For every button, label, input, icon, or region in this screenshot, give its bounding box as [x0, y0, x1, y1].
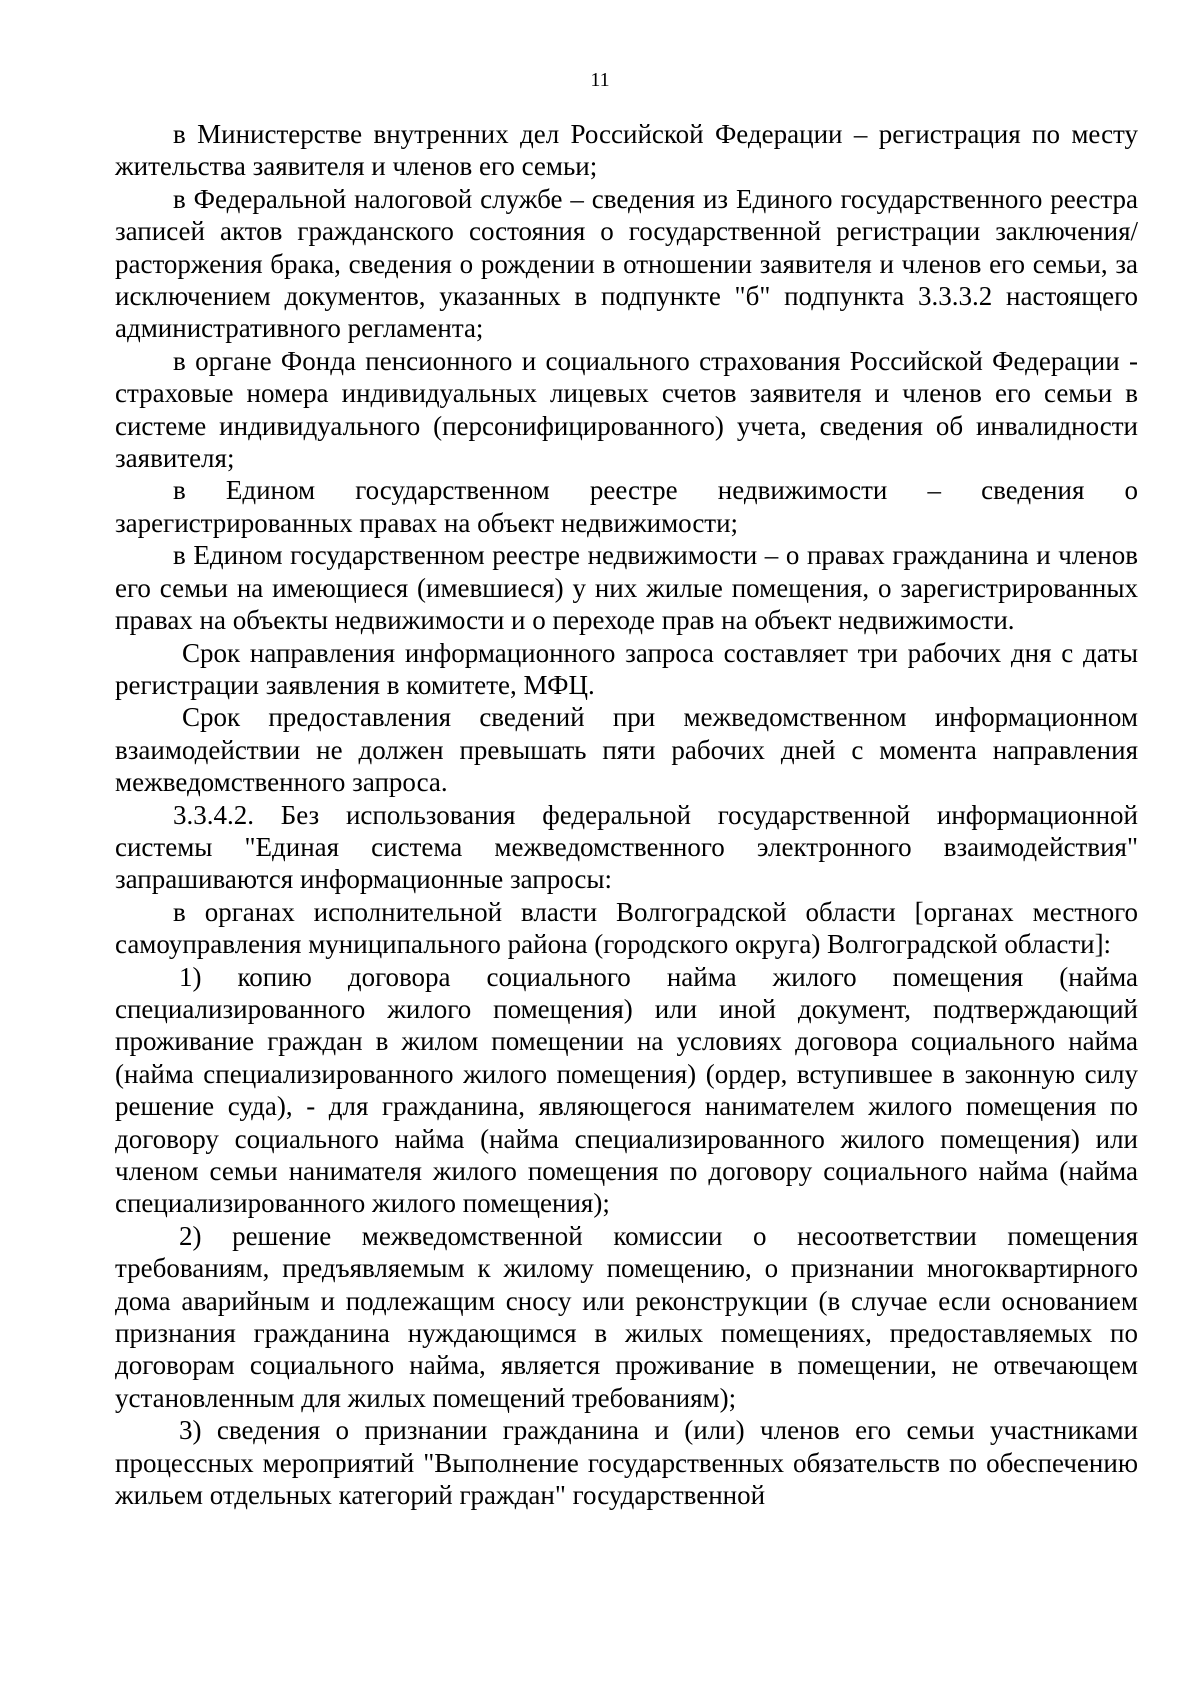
- paragraph-response-deadline: Срок предоставления сведений при межведомственном информационном взаимодействии не должен превышать пяти рабочих дней с момента направления межведомственного запроса.: [115, 702, 1138, 798]
- paragraph-sfr: в органе Фонда пенсионного и социального страхования Российской Федерации - страховые номера индивидуальных лицевых счетов заявителя и членов его семьи в системе индивидуального (персонифицированного) учета, сведения об инвалидности заявителя;: [115, 345, 1138, 474]
- paragraph-mvd: в Министерстве внутренних дел Российской Федерации – регистрация по месту жительства заявителя и членов его семьи;: [115, 119, 1138, 182]
- list-item-1: 1) копию договора социального найма жилого помещения (найма специализированного жилого помещения) или иной документ, подтверждающий проживание граждан в жилом помещении на условиях договора социального найма (найма специализированного жилого помещения) (ордер, вступившее в законную силу решение суда), - для гражданина, являющегося нанимателем жилого помещения по договору социального найма (найма специализированного жилого помещения) или членом семьи нанимателя жилого помещения по договору социального найма (найма специализированного жилого помещения);: [115, 961, 1138, 1219]
- paragraph-request-deadline: Срок направления информационного запроса составляет три рабочих дня с даты регистрации заявления в комитете, МФЦ.: [115, 637, 1138, 700]
- list-item-3: 3) сведения о признании гражданина и (или) членов его семьи участниками процессных мероприятий "Выполнение государственных обязательств по обеспечению жильем отдельных категорий граждан" государственной: [115, 1415, 1138, 1511]
- paragraph-egrn-housing: в Едином государственном реестре недвижимости – о правах гражданина и членов его семьи на имеющиеся (имевшиеся) у них жилые помещения, о зарегистрированных правах на объекты недвижимости и о переходе прав на объект недвижимости.: [115, 540, 1138, 636]
- page-number: 11: [590, 69, 610, 91]
- paragraph-egrn-rights: в Едином государственном реестре недвижимости – сведения о зарегистрированных правах на объект недвижимости;: [115, 475, 1138, 538]
- document-body: [115, 118, 1138, 1511]
- list-item-2: 2) решение межведомственной комиссии о несоответствии помещения требованиям, предъявляемым к жилому помещению, о признании многоквартирного дома аварийным и подлежащим сносу или реконструкции (в случае если основанием признания гражданина нуждающимся в жилых помещениях, предоставляемых по договорам социального найма, является проживание в помещении, не отвечающем установленным для жилых помещений требованиям);: [115, 1220, 1138, 1413]
- paragraph-fns: в Федеральной налоговой службе – сведения из Единого государственного реестра записей актов гражданского состояния о государственной регистрации заключения/расторжения брака, сведения о рождении в отношении заявителя и членов его семьи, за исключением документов, указанных в подпункте "б" подпункта 3.3.3.2 настоящего административного регламента;: [115, 183, 1138, 344]
- paragraph-section-3-3-4-2: 3.3.4.2. Без использования федеральной государственной информационной системы "Единая система межведомственного электронного взаимодействия" запрашиваются информационные запросы:: [115, 799, 1138, 895]
- paragraph-regional-authorities: в органах исполнительной власти Волгоградской области [органах местного самоуправления муниципального района (городского округа) Волгоградской области]:: [115, 896, 1138, 960]
